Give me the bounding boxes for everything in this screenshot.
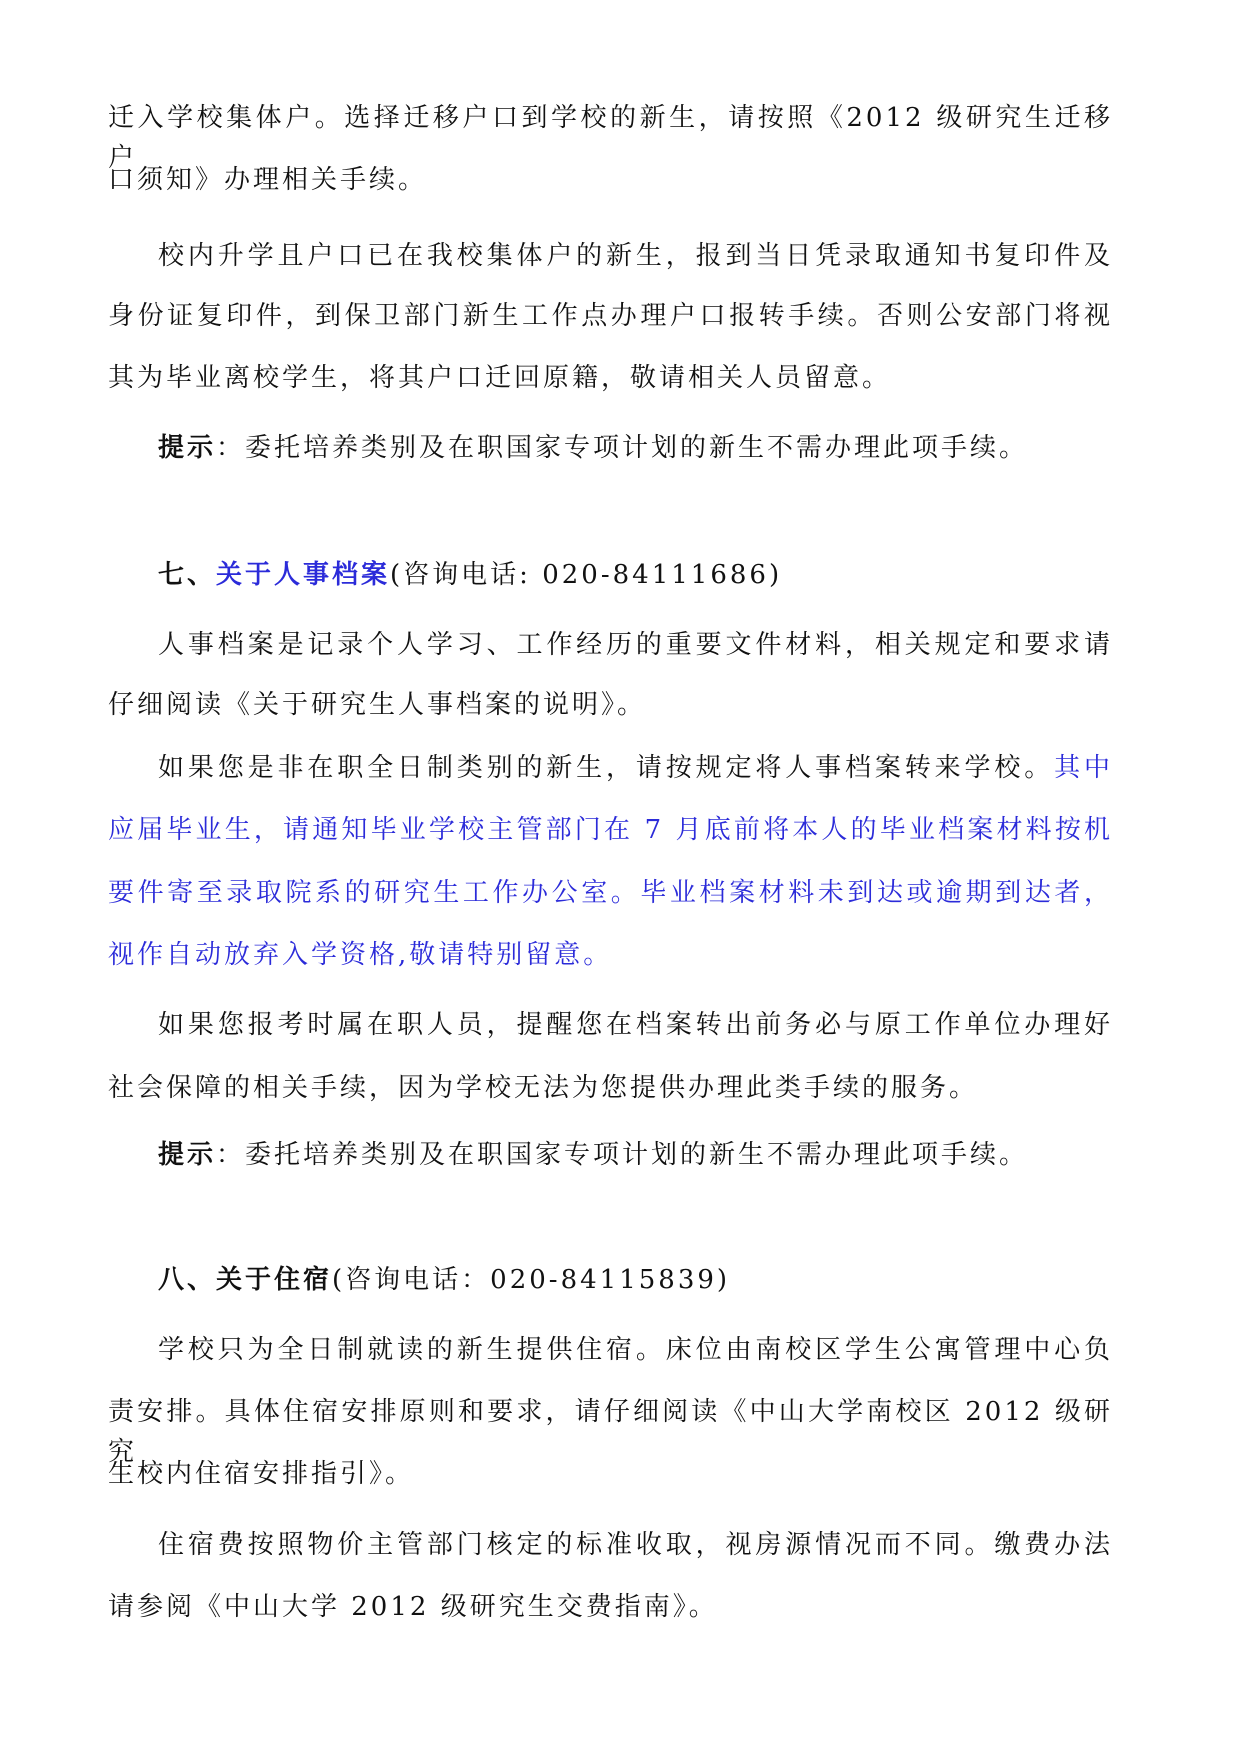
text-line: 责安排。具体住宿安排原则和要求，请仔细阅读《中山大学南校区 2012 级研究 xyxy=(108,1397,1113,1467)
tip-text: ：委托培养类别及在职国家专项计划的新生不需办理此项手续。 xyxy=(216,1140,1029,1170)
section-contact: (咨询电话：020-84115839) xyxy=(332,1265,731,1295)
tip-text: ：委托培养类别及在职国家专项计划的新生不需办理此项手续。 xyxy=(216,433,1029,463)
section-title: 关于人事档案 xyxy=(216,560,391,590)
highlighted-line: 要件寄至录取院系的研究生工作办公室。毕业档案材料未到达或逾期到达者， xyxy=(108,878,1113,908)
text-line: 仔细阅读《关于研究生人事档案的说明》。 xyxy=(108,690,647,720)
section-heading xyxy=(158,1260,1113,1300)
highlighted-line: 视作自动放弃入学资格,敬请特别留意。 xyxy=(108,940,613,970)
text-line: 请参阅《中山大学 2012 级研究生交费指南》。 xyxy=(108,1592,718,1622)
text-line xyxy=(158,748,1113,788)
text-line: 学校只为全日制就读的新生提供住宿。床位由南校区学生公寓管理中心负 xyxy=(158,1335,1113,1365)
tip-line xyxy=(158,1135,1113,1175)
text-line: 口须知》办理相关手续。 xyxy=(108,165,428,195)
text-line: 人事档案是记录个人学习、工作经历的重要文件材料，相关规定和要求请 xyxy=(158,630,1113,660)
text-line: 身份证复印件，到保卫部门新生工作点办理户口报转手续。否则公安部门将视 xyxy=(108,301,1113,331)
text-segment: 如果您是非在职全日制类别的新生，请按规定将人事档案转来学校。 xyxy=(158,753,1055,783)
section-number: 七、 xyxy=(158,560,217,590)
text-line: 社会保障的相关手续，因为学校无法为您提供办理此类手续的服务。 xyxy=(108,1073,979,1103)
tip-label: 提示 xyxy=(158,433,217,463)
section-title: 八、关于住宿 xyxy=(158,1265,333,1295)
tip-line xyxy=(158,428,1113,468)
tip-label: 提示 xyxy=(158,1140,217,1170)
highlighted-segment: 其中 xyxy=(1054,753,1113,783)
text-line: 住宿费按照物价主管部门核定的标准收取，视房源情况而不同。缴费办法 xyxy=(158,1530,1113,1560)
text-line: 生校内住宿安排指引》。 xyxy=(108,1459,415,1489)
highlighted-line: 应届毕业生，请通知毕业学校主管部门在 7 月底前将本人的毕业档案材料按机 xyxy=(108,815,1113,845)
text-line: 其为毕业离校学生，将其户口迁回原籍，敬请相关人员留意。 xyxy=(108,363,892,393)
section-heading xyxy=(158,555,1113,595)
section-contact: (咨询电话: 020-84111686) xyxy=(390,560,783,590)
text-line: 校内升学且户口已在我校集体户的新生，报到当日凭录取通知书复印件及 xyxy=(158,241,1113,271)
text-line: 迁入学校集体户。选择迁移户口到学校的新生，请按照《2012 级研究生迁移户 xyxy=(108,103,1113,173)
text-line: 如果您报考时属在职人员，提醒您在档案转出前务必与原工作单位办理好 xyxy=(158,1010,1113,1040)
